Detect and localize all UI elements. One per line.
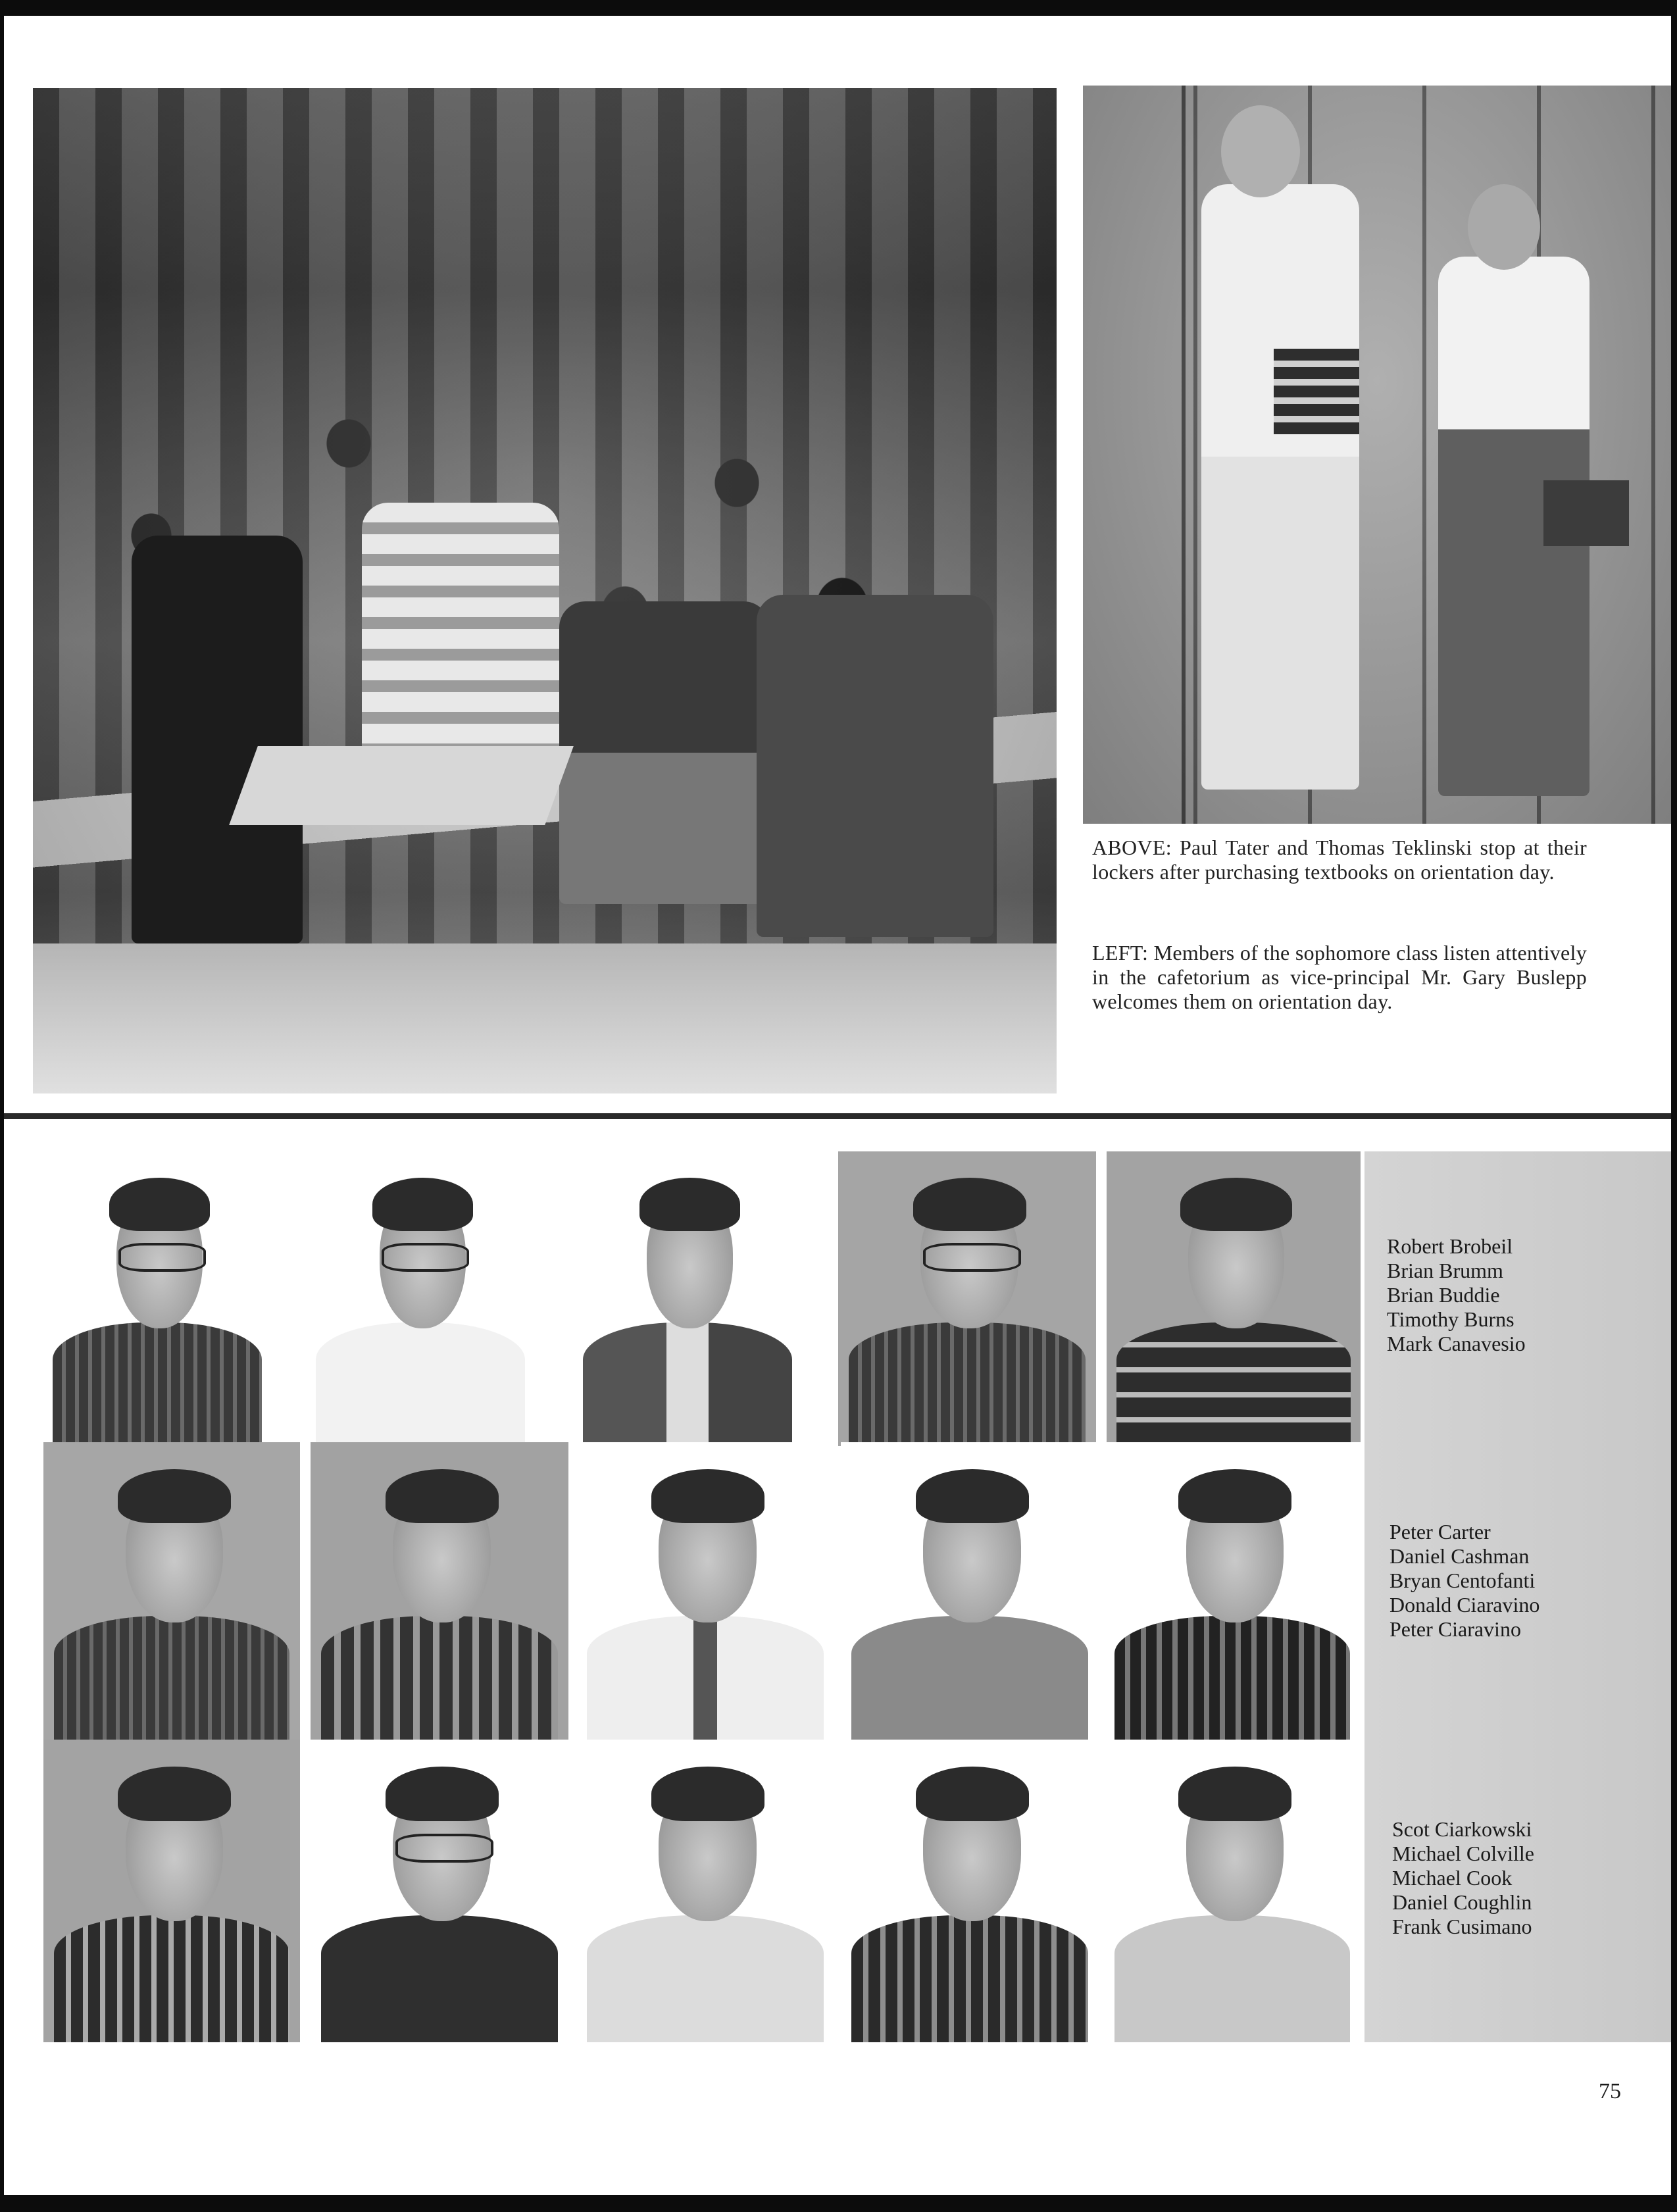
name-list-row-3 — [1392, 1817, 1534, 1939]
caption-above: ABOVE: Paul Tater and Thomas Teklinski stop at their lockers after purchasing textbooks on orientation day. — [1092, 836, 1587, 884]
student-figure — [559, 601, 770, 904]
student-portrait — [841, 1740, 1099, 2042]
student-figure — [132, 536, 303, 943]
student-figure — [1201, 184, 1359, 790]
student-name: Brian Buddie — [1387, 1283, 1500, 1307]
caption-left: LEFT: Members of the sophomore class listen attentively in the cafetorium as vice-principal Mr. Gary Buslepp welcomes them on orientation day. — [1092, 941, 1587, 1013]
cafetorium-photo — [33, 88, 1057, 1093]
student-name: Frank Cusimano — [1392, 1915, 1532, 1938]
student-portrait — [43, 1442, 300, 1742]
cafeteria-table — [229, 746, 574, 825]
student-name: Michael Cook — [1392, 1866, 1513, 1890]
student-portrait — [1107, 1151, 1361, 1446]
student-name: Daniel Cashman — [1389, 1544, 1530, 1568]
student-name: Michael Colville — [1392, 1842, 1534, 1865]
student-head — [1221, 105, 1300, 197]
student-name: Robert Brobeil — [1387, 1234, 1513, 1258]
yearbook-page — [4, 16, 1671, 2195]
student-name: Scot Ciarkowski — [1392, 1817, 1532, 1841]
student-portrait — [1104, 1740, 1361, 2042]
student-portrait — [43, 1151, 271, 1446]
student-name: Peter Carter — [1389, 1520, 1491, 1544]
student-portrait — [311, 1740, 568, 2042]
student-portrait — [576, 1740, 834, 2042]
student-portrait — [1104, 1442, 1361, 1742]
student-name: Brian Brumm — [1387, 1259, 1503, 1282]
name-list-row-2 — [1389, 1520, 1539, 1642]
floor — [33, 943, 1057, 1093]
student-name: Bryan Centofanti — [1389, 1569, 1536, 1592]
student-portrait — [574, 1151, 801, 1446]
student-portrait — [311, 1442, 568, 1742]
lockers-photo — [1083, 86, 1671, 824]
student-portrait — [43, 1740, 300, 2042]
textbooks — [1274, 349, 1359, 434]
student-name: Donald Ciaravino — [1389, 1593, 1540, 1617]
student-name: Daniel Coughlin — [1392, 1890, 1532, 1914]
textbook — [1543, 480, 1629, 546]
student-name: Mark Canavesio — [1387, 1332, 1526, 1355]
student-portrait — [841, 1442, 1099, 1742]
student-name: Peter Ciaravino — [1389, 1617, 1521, 1641]
student-portrait — [838, 1151, 1096, 1446]
student-portrait — [576, 1442, 834, 1742]
student-portrait — [307, 1151, 534, 1446]
student-name: Timothy Burns — [1387, 1307, 1514, 1331]
student-figure — [757, 595, 993, 937]
student-figure — [362, 503, 559, 779]
student-head — [1468, 184, 1540, 270]
section-divider — [4, 1113, 1671, 1119]
page-number: 75 — [1599, 2079, 1621, 2103]
name-list-row-1 — [1387, 1234, 1526, 1356]
